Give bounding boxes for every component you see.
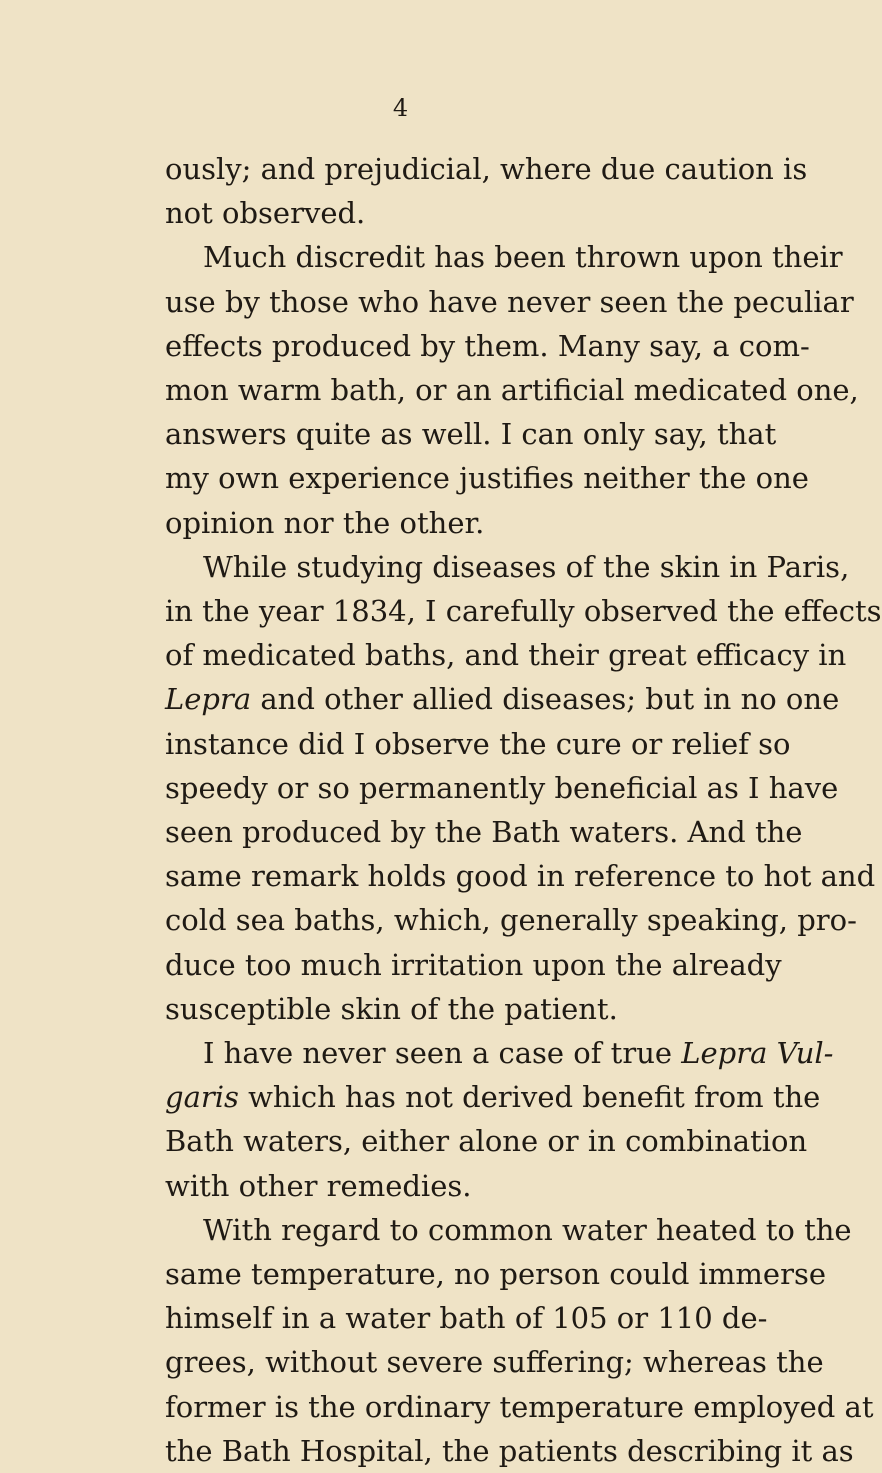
text-line: opinion nor the other.	[165, 505, 485, 540]
text-line: himself in a water bath of 105 or 110 de-	[165, 1301, 768, 1336]
text-line: mon warm bath, or an artificial medicated one,	[165, 373, 859, 407]
text-line: in the year 1834, I carefully observed the effects	[165, 594, 882, 628]
text-line: duce too much irritation upon the already	[165, 947, 782, 982]
text-line: garis which has not derived benefit from the	[165, 1080, 821, 1115]
text-line: With regard to common water heated to the	[203, 1212, 852, 1247]
text-line: Bath waters, either alone or in combination	[165, 1124, 808, 1159]
text-line: with other remedies.	[165, 1168, 472, 1203]
text-line: Lepra and other allied diseases; but in no one	[165, 682, 840, 717]
text-line: grees, without severe suffering; whereas the	[165, 1345, 824, 1380]
text-line: use by those who have never seen the peculiar	[165, 284, 854, 319]
text-line: former is the ordinary temperature employed at	[165, 1389, 874, 1424]
text-line: I have never seen a case of true Lepra Vul-	[203, 1036, 834, 1070]
page-number: 4	[392, 94, 409, 122]
text-line: cold sea baths, which, generally speaking, pro-	[165, 903, 857, 938]
text-line: the Bath Hospital, the patients describing it as	[165, 1433, 854, 1468]
text-line: seen produced by the Bath waters. And the	[165, 815, 803, 849]
text-line: of medicated baths, and their great efficacy in	[165, 638, 847, 673]
text-line: While studying diseases of the skin in Paris,	[203, 549, 850, 584]
text-line: same temperature, no person could immerse	[165, 1257, 826, 1291]
text-line: answers quite as well. I can only say, that	[165, 417, 777, 452]
text-line: instance did I observe the cure or relief so	[165, 726, 791, 761]
text-line: not observed.	[165, 196, 366, 231]
text-line: same remark holds good in reference to hot and	[165, 859, 876, 894]
text-line: effects produced by them. Many say, a com-	[165, 328, 810, 363]
text-line: my own experience justifies neither the one	[165, 461, 809, 496]
text-line: speedy or so permanently beneficial as I have	[165, 770, 839, 805]
text-line: susceptible skin of the patient.	[165, 991, 618, 1026]
text-line: ously; and prejudicial, where due caution is	[165, 152, 808, 186]
text-line: Much discredit has been thrown upon their	[203, 240, 843, 275]
